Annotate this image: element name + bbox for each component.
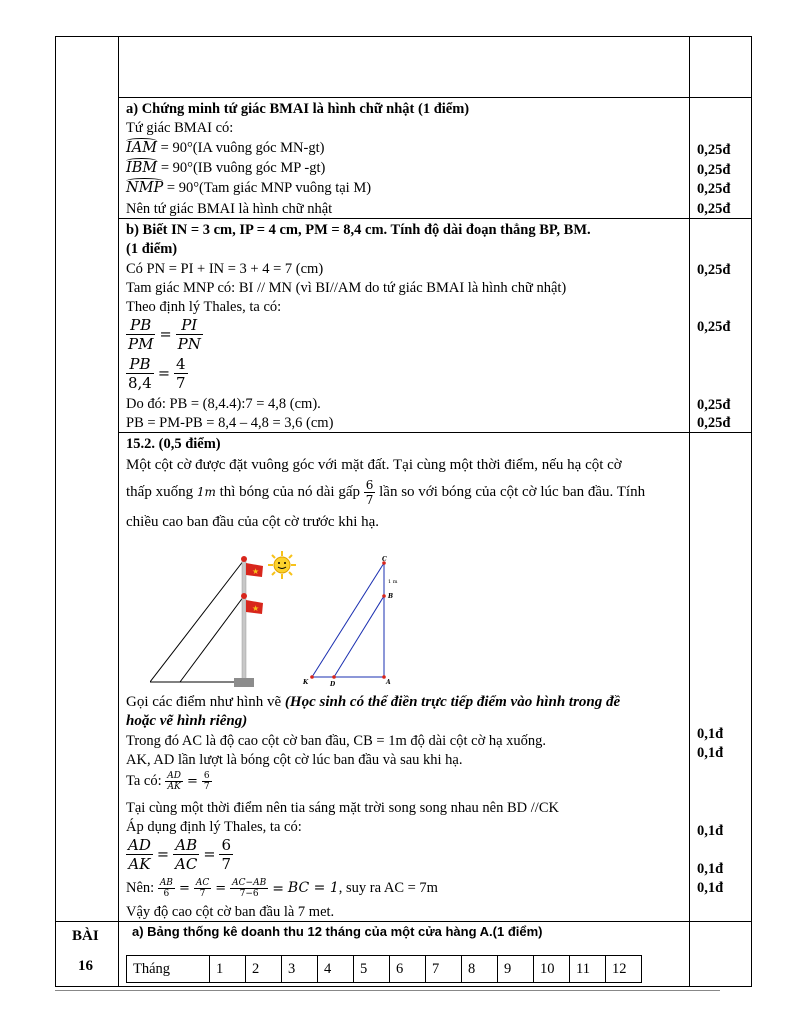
row-divider-2	[118, 218, 752, 219]
page-footer-rule	[55, 990, 720, 991]
table-row	[127, 956, 642, 983]
angle-row-text: = 90°(Tam giác MNP vuông tại M)	[163, 180, 372, 196]
table-header-cell: 12	[606, 956, 642, 983]
thales-ratio-2: $\frac{PB}{8,4}$ = $\frac{4}{7}$	[128, 355, 186, 392]
part-a-conclusion: Nên tứ giác BMAI là hình chữ nhật	[126, 201, 333, 217]
solution-line-8: Vậy độ cao cột cờ ban đầu là 7 met.	[126, 904, 335, 920]
table-header-cell: 10	[534, 956, 570, 983]
angle-symbol: NMP	[126, 180, 164, 196]
fraction: $\frac{AB}{6}$	[159, 878, 173, 900]
angle-row-3-score: 0,25đ	[697, 181, 731, 197]
flag-star: ★	[252, 567, 260, 576]
solution-line-1: Gọi các điểm như hình vẽ (Học sinh có thể điền trực tiếp điểm vào hình trong đề	[126, 694, 621, 710]
table-border-bottom	[55, 986, 752, 987]
table-header-cell: 9	[498, 956, 534, 983]
row-divider-3	[118, 432, 752, 433]
table-border-right	[751, 36, 752, 986]
point-b-label: B	[388, 593, 394, 600]
table-header-cell: Tháng	[127, 956, 210, 983]
angle-row-2-score: 0,25đ	[697, 162, 731, 178]
angle-symbol: IBM	[126, 160, 158, 176]
sun-icon	[267, 550, 297, 580]
part-a-heading: a) Chứng minh tứ giác BMAI là hình chữ nhật (1 điểm)	[126, 101, 470, 117]
row-divider-4	[55, 921, 752, 922]
geometry-diagram	[300, 553, 410, 688]
pole-mark	[241, 593, 247, 599]
point-d-label: D	[330, 681, 336, 688]
solution-line-6: Áp dụng định lý Thales, ta có:	[126, 819, 302, 835]
table-header-cell: 3	[282, 956, 318, 983]
angle-row-1-score: 0,25đ	[697, 142, 731, 158]
solution-line-7-score: 0,1đ	[697, 880, 724, 896]
part-a-intro: Tứ giác BMAI có:	[126, 120, 234, 136]
part-b-line-1: Có PN = PI + IN = 3 + 4 = 7 (cm)	[126, 261, 324, 277]
pole-base	[234, 678, 254, 687]
angle-symbol: IAM	[126, 140, 158, 156]
fraction: $\frac{AD}{AK}$	[167, 771, 181, 793]
table-border-col2	[689, 36, 690, 986]
solution-line-3-score: 0,1đ	[697, 745, 724, 761]
part-a-conclusion-score: 0,25đ	[697, 201, 731, 217]
fraction: $\frac{4}{7}$	[176, 355, 186, 392]
fraction: $\frac{PB}{PM}$	[128, 316, 154, 353]
table-border-left	[55, 36, 56, 986]
bai-16-heading: a) Bảng thống kê doanh thu 12 tháng của một cửa hàng A.(1 điểm)	[132, 924, 543, 939]
angle-row-text: = 90°(IB vuông góc MP -gt)	[157, 160, 326, 176]
flag-pole	[242, 558, 246, 684]
segment-ck	[312, 563, 384, 677]
table-header-cell: 1	[210, 956, 246, 983]
fraction: $\frac{6}{7}$	[203, 771, 210, 793]
fraction: $\frac{PB}{8,4}$	[128, 355, 152, 392]
table-border-top	[55, 36, 752, 37]
table-header-cell: 2	[246, 956, 282, 983]
part-b-line-1-score: 0,25đ	[697, 262, 731, 278]
table-header-cell: 6	[390, 956, 426, 983]
row-divider-1	[118, 97, 752, 98]
pole-top	[241, 556, 247, 562]
angle-row-text: = 90°(IA vuông góc MN-gt)	[157, 140, 325, 156]
solution-line-7: Nên: $\frac{AB}{6}$ = $\frac{AC}{7}$ = $\frac{AC-AB}{7-6}$ = BC = 1, suy ra AC = 7m	[126, 878, 438, 900]
table-header-cell: 7	[426, 956, 462, 983]
part-b-line-4-score: 0,25đ	[697, 397, 731, 413]
problem-text-1: Một cột cờ được đặt vuông góc với mặt đất. Tại cùng một thời điểm, nếu hạ cột cờ	[126, 457, 622, 473]
thales-ratio-1: $\frac{PB}{PM}$ = $\frac{PI}{PN}$	[128, 316, 201, 353]
part-b-line-3: Theo định lý Thales, ta có:	[126, 299, 282, 315]
table-header-cell: 11	[570, 956, 606, 983]
table-header-cell: 8	[462, 956, 498, 983]
solution-line-6-score: 0,1đ	[697, 823, 724, 839]
length-1m-label: 1 m	[388, 579, 398, 585]
table-header-cell: 4	[318, 956, 354, 983]
fraction: $\frac{6}{7}$	[221, 836, 232, 873]
part-b-line-5: PB = PM-PB = 8,4 – 4,8 = 3,6 (cm)	[126, 415, 334, 431]
flag-star: ★	[252, 604, 260, 613]
solution-line-1b: hoặc vẽ hình riêng)	[126, 713, 248, 729]
point-k-label: K	[303, 679, 309, 686]
revenue-table	[126, 955, 642, 983]
solution-line-5: Tại cùng một thời điểm nên tia sáng mặt trời song song nhau nên BD //CK	[126, 800, 559, 816]
angle-row-1	[126, 139, 324, 157]
fraction: $\frac{AC-AB}{7-6}$	[232, 878, 267, 900]
problem-15-2-heading: 15.2. (0,5 điểm)	[126, 436, 221, 452]
angle-row-2	[126, 159, 325, 177]
solution-line-2: Trong đó AC là độ cao cột cờ ban đầu, CB = 1m độ dài cột cờ hạ xuống.	[126, 733, 547, 749]
part-b-heading-1: b) Biết IN = 3 cm, IP = 4 cm, PM = 8,4 cm. Tính độ dài đoạn thẳng BP, BM.	[126, 222, 591, 238]
fraction: $\frac{AD}{AK}$	[128, 836, 151, 873]
fraction: $\frac{6}{7}$	[365, 478, 374, 507]
fraction: $\frac{PI}{PN}$	[177, 316, 201, 353]
fraction: $\frac{AC}{7}$	[195, 878, 210, 900]
part-b-line-2: Tam giác MNP có: BI // MN (vì BI//AM do tứ giác BMAI là hình chữ nhật)	[126, 280, 567, 296]
point-c-label: C	[382, 556, 387, 563]
segment-bd	[334, 596, 384, 677]
shadow-line-long	[150, 560, 244, 682]
solution-line-4: Ta có: $\frac{AD}{AK}$ = $\frac{6}{7}$	[126, 771, 210, 793]
thales-ratio-1-score: 0,25đ	[697, 319, 731, 335]
table-border-col1	[118, 36, 119, 986]
part-b-line-5-score: 0,25đ	[697, 415, 731, 431]
angle-row-3	[126, 179, 371, 197]
part-b-heading-2: (1 điểm)	[126, 241, 178, 257]
part-b-line-4: Do đó: PB = (8,4.4):7 = 4,8 (cm).	[126, 396, 321, 412]
thales-equation-1-score: 0,1đ	[697, 861, 724, 877]
table-header-cell: 5	[354, 956, 390, 983]
bai-16-label-1: BÀI	[72, 928, 99, 944]
solution-line-3: AK, AD lần lượt là bóng cột cờ lúc ban đầu và sau khi hạ.	[126, 752, 463, 768]
problem-text-3: chiều cao ban đầu của cột cờ trước khi hạ.	[126, 514, 380, 530]
bai-16-label-2: 16	[78, 958, 93, 974]
solution-line-2-score: 0,1đ	[697, 726, 724, 742]
thales-equation-1: $\frac{AD}{AK}$ = $\frac{AB}{AC}$ = $\frac{6}{7}$	[128, 836, 232, 873]
fraction: $\frac{AB}{AC}$	[175, 836, 198, 873]
problem-text-2: thấp xuống 1m thì bóng của nó dài gấp $\frac{6}{7}$ lần so với bóng của cột cờ lúc ban đầu. Tính	[126, 478, 646, 507]
point-a-label: A	[386, 679, 391, 686]
shadow-line-short	[180, 596, 244, 682]
